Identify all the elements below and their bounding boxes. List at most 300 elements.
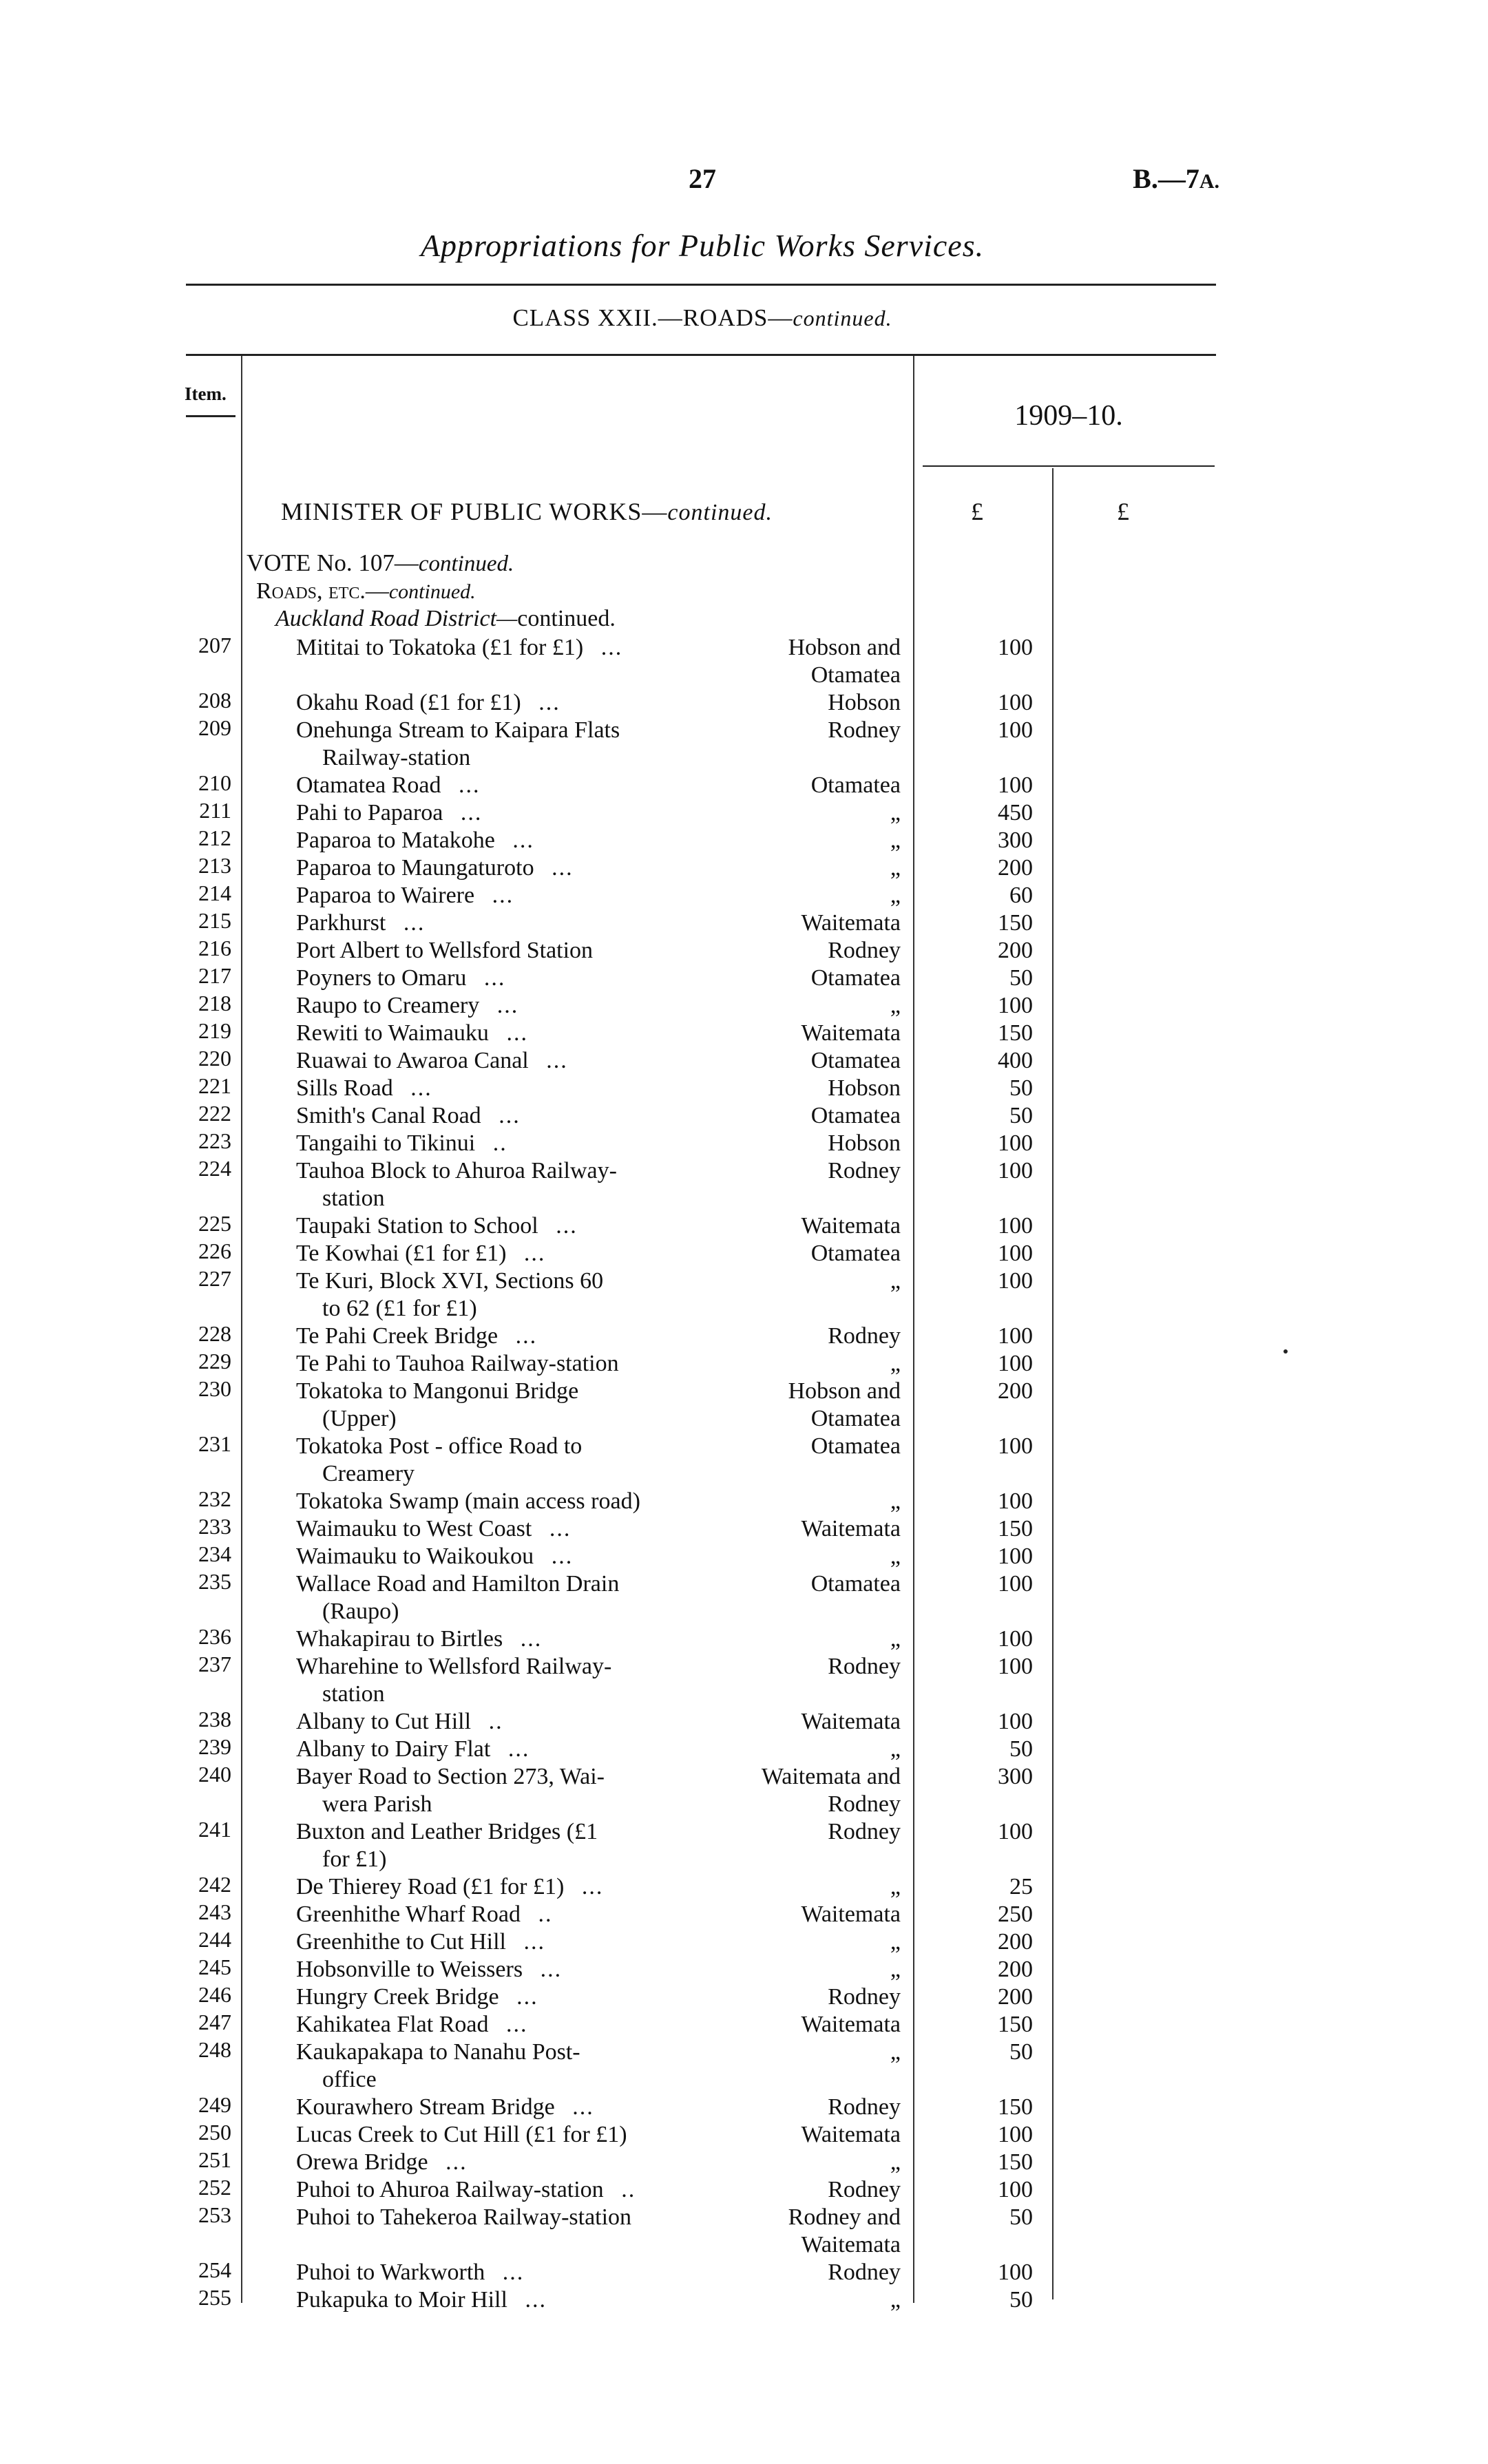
electorate (722, 634, 901, 689)
work-description-text: Te Kuri, Block XVI, Sections 60 (296, 1268, 604, 1294)
table-row (0, 2286, 1488, 2314)
work-description-text: Kahikatea Flat Road (296, 2012, 489, 2037)
margin-mark (1283, 1349, 1288, 1354)
amount: 150 (998, 2149, 1033, 2175)
leader-dots: ... (499, 1103, 521, 1128)
work-description-text: Greenhithe Wharf Road (296, 1902, 521, 1927)
item-number: 224 (198, 1156, 231, 1181)
work-description (296, 1102, 716, 1130)
electorate-line: Hobson (828, 690, 901, 715)
work-description-continuation: (Upper) (322, 1406, 397, 1431)
amount: 100 (998, 1488, 1033, 1514)
item-number: 211 (199, 798, 231, 823)
amount: 100 (998, 1433, 1033, 1459)
leader-dots: ... (520, 1626, 543, 1652)
item-number: 251 (198, 2147, 231, 2172)
work-description-text: Raupo to Creamery (296, 993, 480, 1018)
work-description-text: Wharehine to Wellsford Railway- (296, 1654, 612, 1679)
work-description (296, 1818, 716, 1873)
work-description (296, 882, 716, 909)
item-number: 229 (198, 1349, 231, 1373)
electorate (722, 1378, 901, 1433)
work-description (296, 1653, 716, 1708)
work-description (296, 717, 716, 772)
work-description-text: Ruawai to Awaroa Canal (296, 1048, 529, 1073)
table-row (0, 1983, 1488, 2011)
amount: 50 (1009, 965, 1033, 991)
table-row (0, 937, 1488, 965)
work-description (296, 1570, 716, 1625)
work-description-text: Paparoa to Matakohe (296, 828, 495, 853)
work-description-continuation: station (322, 1186, 385, 1211)
amount: 150 (998, 2012, 1033, 2037)
electorate (722, 1240, 901, 1267)
leader-dots: ... (525, 2287, 547, 2313)
amount: 150 (998, 1516, 1033, 1541)
electorate-line: Hobson and (788, 635, 901, 660)
work-description (296, 2011, 716, 2039)
work-description-text: Taupaki Station to School (296, 1213, 538, 1239)
item-number: 228 (198, 1321, 231, 1346)
item-number: 209 (198, 715, 231, 740)
electorate-line: Otamatea (810, 1048, 901, 1073)
work-description-continuation: for £1) (322, 1846, 387, 1872)
table-row (0, 1020, 1488, 1047)
electorate-line: Waitemata (801, 2122, 901, 2147)
item-number: 216 (198, 936, 231, 960)
electorate (722, 1130, 901, 1157)
leader-dots: ... (515, 1323, 538, 1349)
work-description-continuation: wera Parish (322, 1791, 432, 1817)
electorate (722, 689, 901, 717)
work-description (296, 1488, 716, 1515)
leader-dots: ... (540, 1957, 563, 1982)
table-row (0, 1075, 1488, 1102)
electorate (722, 1102, 901, 1130)
table-row (0, 992, 1488, 1020)
item-number: 254 (198, 2257, 231, 2282)
document-code (1133, 162, 1219, 195)
electorate (722, 1323, 901, 1350)
item-number: 225 (198, 1211, 231, 1236)
electorate (722, 2204, 901, 2259)
item-number: 237 (198, 1652, 231, 1676)
amount: 300 (998, 828, 1033, 853)
electorate-line: Hobson and (788, 1378, 901, 1404)
item-number: 232 (198, 1486, 231, 1511)
work-description (296, 1047, 716, 1075)
electorate-line: Waitemata (801, 1902, 901, 1927)
electorate (722, 1047, 901, 1075)
electorate (722, 1873, 901, 1901)
table-row (0, 1047, 1488, 1075)
electorate-line: Rodney and (788, 2204, 901, 2230)
leader-dots: ... (507, 1736, 530, 1762)
amount: 100 (998, 2122, 1033, 2147)
leader-dots: ... (523, 1929, 546, 1955)
electorate (722, 1350, 901, 1378)
table-row (0, 1102, 1488, 1130)
amount: 100 (998, 1241, 1033, 1266)
work-description (296, 965, 716, 992)
item-number: 207 (198, 633, 231, 657)
table-row (0, 1736, 1488, 1763)
amount: 150 (998, 910, 1033, 936)
amount: 200 (998, 1984, 1033, 2010)
electorate (722, 717, 901, 744)
electorate-line: Rodney (828, 1158, 901, 1183)
item-number: 234 (198, 1541, 231, 1566)
amount: 300 (998, 1764, 1033, 1789)
work-description (296, 1378, 716, 1433)
electorate (722, 2121, 901, 2149)
leader-dots: ... (512, 828, 534, 853)
table-row (0, 1240, 1488, 1267)
work-description (296, 1901, 716, 1928)
electorate (722, 1488, 901, 1515)
district-heading-cont: continued. (517, 606, 616, 631)
work-description-text: Hungry Creek Bridge (296, 1984, 499, 2010)
work-description (296, 1433, 716, 1488)
table-row (0, 1212, 1488, 1240)
electorate-line: „ (890, 800, 901, 825)
work-description-text: Poyners to Omaru (296, 965, 467, 991)
work-description-text: Tokatoka Post - office Road to (296, 1433, 583, 1459)
work-description-text: Kourawhero Stream Bridge (296, 2094, 555, 2120)
work-description-continuation: to 62 (£1 for £1) (322, 1296, 477, 1321)
electorate-line: Waitemata (801, 1020, 901, 1046)
table-row (0, 2259, 1488, 2286)
amount: 150 (998, 1020, 1033, 1046)
amount: 100 (998, 635, 1033, 660)
work-description-text: Pahi to Paparoa (296, 800, 443, 825)
leader-dots: ... (546, 1048, 568, 1073)
work-description-text: Te Kowhai (£1 for £1) (296, 1241, 507, 1266)
item-number: 246 (198, 1982, 231, 2007)
electorate-line: Rodney (828, 1819, 901, 1844)
electorate-line: „ (890, 1736, 901, 1762)
item-column-header: Item. (185, 383, 227, 404)
table-row (0, 1543, 1488, 1570)
table-row (0, 2011, 1488, 2039)
item-number: 239 (198, 1734, 231, 1759)
work-description-text: Tokatoka Swamp (main access road) (296, 1488, 640, 1514)
electorate-line: „ (890, 828, 901, 853)
table-row (0, 1873, 1488, 1901)
work-description-text: Otamatea Road (296, 772, 441, 798)
item-number: 227 (198, 1266, 231, 1291)
work-description-text: Parkhurst (296, 910, 386, 936)
amount: 50 (1009, 2039, 1033, 2065)
work-description-text: Wallace Road and Hamilton Drain (296, 1571, 620, 1597)
electorate (722, 1570, 901, 1598)
table-row (0, 634, 1488, 689)
work-description (296, 1873, 716, 1901)
electorate-line: „ (890, 855, 901, 881)
work-description (296, 1075, 716, 1102)
leader-dots: .. (488, 1709, 503, 1734)
electorate (722, 1901, 901, 1928)
item-number: 219 (198, 1018, 231, 1043)
table-row (0, 1818, 1488, 1873)
work-description-text: Hobsonville to Weissers (296, 1957, 523, 1982)
table-row (0, 1625, 1488, 1653)
amount: 50 (1009, 1736, 1033, 1762)
item-number: 238 (198, 1707, 231, 1731)
leader-dots: ... (556, 1213, 578, 1239)
document-code-main: B.—7 (1133, 163, 1199, 194)
electorate-line: Waitemata (801, 1213, 901, 1239)
leader-dots: ... (410, 1075, 432, 1101)
amount: 400 (998, 1048, 1033, 1073)
work-description-text: Greenhithe to Cut Hill (296, 1929, 507, 1955)
work-description (296, 1625, 716, 1653)
table-row (0, 2204, 1488, 2259)
amount: 100 (998, 1544, 1033, 1569)
work-description-continuation: Creamery (322, 1461, 415, 1486)
electorate (722, 2176, 901, 2204)
work-description (296, 1928, 716, 1956)
item-number: 250 (198, 2120, 231, 2145)
electorate (722, 937, 901, 965)
item-number: 218 (198, 991, 231, 1015)
work-description-text: Paparoa to Wairere (296, 883, 475, 908)
electorate-line: „ (890, 2149, 901, 2175)
electorate-line: Otamatea (810, 662, 901, 688)
work-description (296, 992, 716, 1020)
electorate (722, 1928, 901, 1956)
amount: 200 (998, 1957, 1033, 1982)
class-title (0, 304, 1405, 332)
work-description (296, 2121, 716, 2149)
item-number: 249 (198, 2092, 231, 2117)
amount: 100 (998, 1351, 1033, 1376)
district-heading-main: Auckland Road District— (275, 606, 518, 631)
electorate (722, 2259, 901, 2286)
year-column-header: 1909–10. (1014, 400, 1123, 432)
work-description-text: Puhoi to Tahekeroa Railway-station (296, 2204, 632, 2230)
work-description-text: Okahu Road (£1 for £1) (296, 690, 521, 715)
work-description (296, 1515, 716, 1543)
item-header-rule (186, 415, 235, 417)
roads-heading-main: Roads, etc.— (256, 578, 389, 604)
roads-heading (256, 578, 476, 604)
amount: 100 (998, 1268, 1033, 1294)
minister-heading-main: MINISTER OF PUBLIC WORKS— (281, 498, 668, 525)
electorate-line: „ (890, 2287, 901, 2313)
electorate-line: „ (890, 993, 901, 1018)
electorate-line: Rodney (828, 717, 901, 743)
electorate (722, 799, 901, 827)
table-row (0, 1157, 1488, 1212)
electorate (722, 1433, 901, 1460)
table-row (0, 827, 1488, 854)
amount: 25 (1009, 1874, 1033, 1899)
district-heading (275, 606, 616, 632)
electorate (722, 1543, 901, 1570)
item-number: 245 (198, 1955, 231, 1979)
work-description (296, 799, 716, 827)
electorate-line: Rodney (828, 2094, 901, 2120)
electorate (722, 2094, 901, 2121)
leader-dots: ... (496, 993, 519, 1018)
electorate-line: Otamatea (810, 1406, 901, 1431)
work-description (296, 2094, 716, 2121)
item-number: 217 (198, 963, 231, 988)
electorate-line: Otamatea (810, 1103, 901, 1128)
electorate (722, 1763, 901, 1818)
item-number: 253 (198, 2202, 231, 2227)
work-description (296, 2039, 716, 2094)
leader-dots: ... (523, 1241, 546, 1266)
work-description (296, 772, 716, 799)
electorate-line: Waitemata (801, 2012, 901, 2037)
item-number: 231 (198, 1431, 231, 1456)
work-description (296, 1350, 716, 1378)
leader-dots: .. (621, 2177, 636, 2202)
work-description (296, 1956, 716, 1983)
electorate-line: Rodney (828, 1323, 901, 1349)
work-description (296, 1212, 716, 1240)
electorate-line: Rodney (828, 1984, 901, 2010)
table-row (0, 909, 1488, 937)
table-row (0, 1928, 1488, 1956)
work-description-continuation: (Raupo) (322, 1599, 399, 1624)
amount: 100 (998, 1213, 1033, 1239)
electorate (722, 1625, 901, 1653)
table-row (0, 882, 1488, 909)
electorate-line: „ (890, 1957, 901, 1982)
electorate (722, 772, 901, 799)
leader-dots: ... (572, 2094, 594, 2120)
electorate-line: „ (890, 883, 901, 908)
electorate-line: Rodney (828, 2177, 901, 2202)
minister-heading (281, 497, 773, 526)
work-description-text: Mititai to Tokatoka (£1 for £1) (296, 635, 584, 660)
leader-dots: ... (483, 965, 506, 991)
work-description-text: Whakapirau to Birtles (296, 1626, 503, 1652)
table-row (0, 799, 1488, 827)
work-description-continuation: office (322, 2067, 377, 2092)
leader-dots: ... (506, 1020, 528, 1046)
electorate (722, 854, 901, 882)
work-description (296, 1020, 716, 1047)
leader-dots: ... (552, 855, 574, 881)
electorate (722, 1212, 901, 1240)
work-description-text: Waimauku to Waikoukou (296, 1544, 534, 1569)
leader-dots: .. (538, 1902, 553, 1927)
table-top-rule (186, 354, 1216, 356)
electorate-line: Waitemata (801, 910, 901, 936)
table-row (0, 689, 1488, 717)
electorate (722, 2149, 901, 2176)
leader-dots: ... (446, 2149, 468, 2175)
vote-heading-main: VOTE No. 107— (247, 549, 419, 576)
amount: 100 (998, 690, 1033, 715)
amount: 100 (998, 717, 1033, 743)
amount: 50 (1009, 2287, 1033, 2313)
amount: 50 (1009, 2204, 1033, 2230)
item-number: 226 (198, 1239, 231, 1263)
work-description-text: Rewiti to Waimauku (296, 1020, 489, 1046)
electorate (722, 2286, 901, 2314)
item-number: 208 (198, 688, 231, 713)
work-description-text: Puhoi to Warkworth (296, 2260, 485, 2285)
work-description (296, 1543, 716, 1570)
work-description (296, 1130, 716, 1157)
item-number: 244 (198, 1927, 231, 1952)
electorate (722, 1818, 901, 1846)
electorate-line: „ (890, 2039, 901, 2065)
item-number: 212 (198, 825, 231, 850)
electorate (722, 1956, 901, 1983)
electorate (722, 2011, 901, 2039)
work-description-text: Tangaihi to Tikinui (296, 1130, 476, 1156)
table-row (0, 1570, 1488, 1625)
electorate (722, 909, 901, 937)
table-row (0, 2121, 1488, 2149)
electorate (722, 827, 901, 854)
work-description-text: Albany to Dairy Flat (296, 1736, 491, 1762)
item-number: 248 (198, 2037, 231, 2062)
table-row (0, 1378, 1488, 1433)
electorate-line: „ (890, 1488, 901, 1514)
work-description-text: De Thierey Road (£1 for £1) (296, 1874, 565, 1899)
work-description (296, 2286, 716, 2314)
item-number: 210 (198, 770, 231, 795)
electorate-line: Waitemata (801, 2232, 901, 2257)
electorate-line: Waitemata (801, 1516, 901, 1541)
work-description-text: Pukapuka to Moir Hill (296, 2287, 507, 2313)
amount: 100 (998, 1654, 1033, 1679)
table-row (0, 1488, 1488, 1515)
amount: 200 (998, 938, 1033, 963)
work-description (296, 1240, 716, 1267)
item-number: 247 (198, 2010, 231, 2034)
amount: 200 (998, 1378, 1033, 1404)
work-description-text: Albany to Cut Hill (296, 1709, 472, 1734)
item-number: 220 (198, 1046, 231, 1071)
class-title-main: CLASS XXII.—ROADS— (512, 304, 793, 331)
amount: 100 (998, 1571, 1033, 1597)
electorate (722, 1708, 901, 1736)
table-row (0, 2039, 1488, 2094)
work-description (296, 827, 716, 854)
work-description (296, 1157, 716, 1212)
electorate-line: „ (890, 1268, 901, 1294)
electorate (722, 1075, 901, 1102)
electorate (722, 965, 901, 992)
amount: 100 (998, 1626, 1033, 1652)
work-description-text: Waimauku to West Coast (296, 1516, 532, 1541)
item-number: 213 (198, 853, 231, 878)
work-description (296, 2176, 716, 2204)
table-row (0, 2149, 1488, 2176)
table-row (0, 1323, 1488, 1350)
electorate (722, 1653, 901, 1681)
amount: 450 (998, 800, 1033, 825)
leader-dots: ... (538, 690, 560, 715)
electorate-line: Hobson (828, 1130, 901, 1156)
work-description-text: Orewa Bridge (296, 2149, 428, 2175)
table-row (0, 1901, 1488, 1928)
item-number: 222 (198, 1101, 231, 1126)
amount: 200 (998, 1929, 1033, 1955)
table-row (0, 717, 1488, 772)
leader-dots: ... (551, 1544, 574, 1569)
electorate-line: Waitemata and (761, 1764, 901, 1789)
amount: 60 (1009, 883, 1033, 908)
